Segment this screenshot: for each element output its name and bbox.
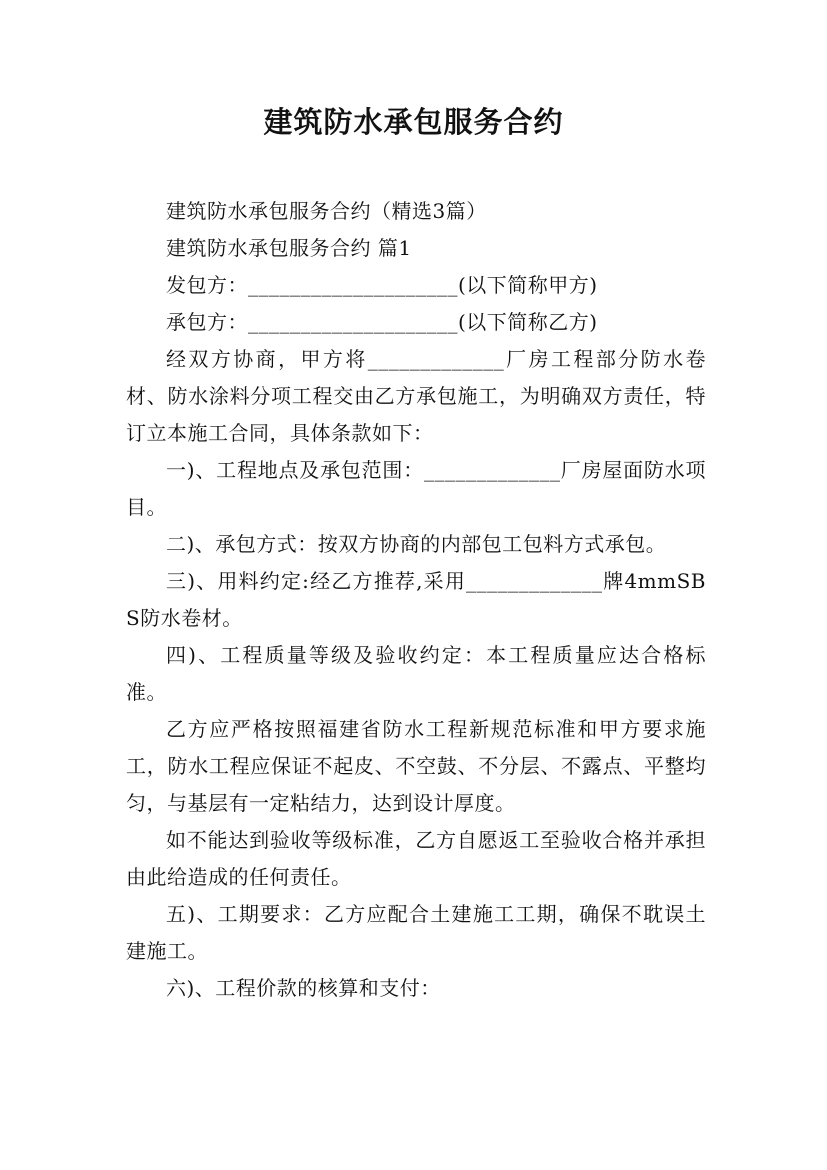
paragraph-clause-5: 五)、工期要求：乙方应配合土建施工工期，确保不耽误土建施工。 <box>126 902 706 963</box>
paragraph-subtitle: 建筑防水承包服务合约（精选3篇） <box>166 199 487 223</box>
paragraph-clause-1: 一)、工程地点及承包范围：_____________厂房屋面防水项目。 <box>126 458 706 519</box>
paragraph-clause-3: 三)、用料约定:经乙方推荐,采用_____________牌4mmSBS防水卷材。 <box>126 569 706 630</box>
paragraph-rework: 如不能达到验收等级标准，乙方自愿返工至验收合格并承担由此给造成的任何责任。 <box>126 828 706 889</box>
paragraph-contractor: 承包方：____________________(以下简称乙方) <box>166 310 598 334</box>
document-title: 建筑防水承包服务合约 <box>263 105 564 139</box>
paragraph-clause-4: 四)、工程质量等级及验收约定：本工程质量应达合格标准。 <box>126 643 706 704</box>
paragraph-employer: 发包方：____________________(以下简称甲方) <box>166 273 598 297</box>
document-body <box>126 193 706 1007</box>
paragraph-clause-2: 二)、承包方式：按双方协商的内部包工包料方式承包。 <box>166 532 667 556</box>
paragraph-section-heading: 建筑防水承包服务合约 篇1 <box>166 236 412 260</box>
paragraph-quality-requirements: 乙方应严格按照福建省防水工程新规范标准和甲方要求施工，防水工程应保证不起皮、不空鼓、不分层、不露点、平整均匀，与基层有一定粘结力，达到设计厚度。 <box>126 717 706 815</box>
paragraph-clause-6: 六)、工程价款的核算和支付： <box>166 976 441 1000</box>
paragraph-intro: 经双方协商，甲方将_____________厂房工程部分防水卷材、防水涂料分项工程交由乙方承包施工，为明确双方责任，特订立本施工合同，具体条款如下： <box>126 347 706 445</box>
